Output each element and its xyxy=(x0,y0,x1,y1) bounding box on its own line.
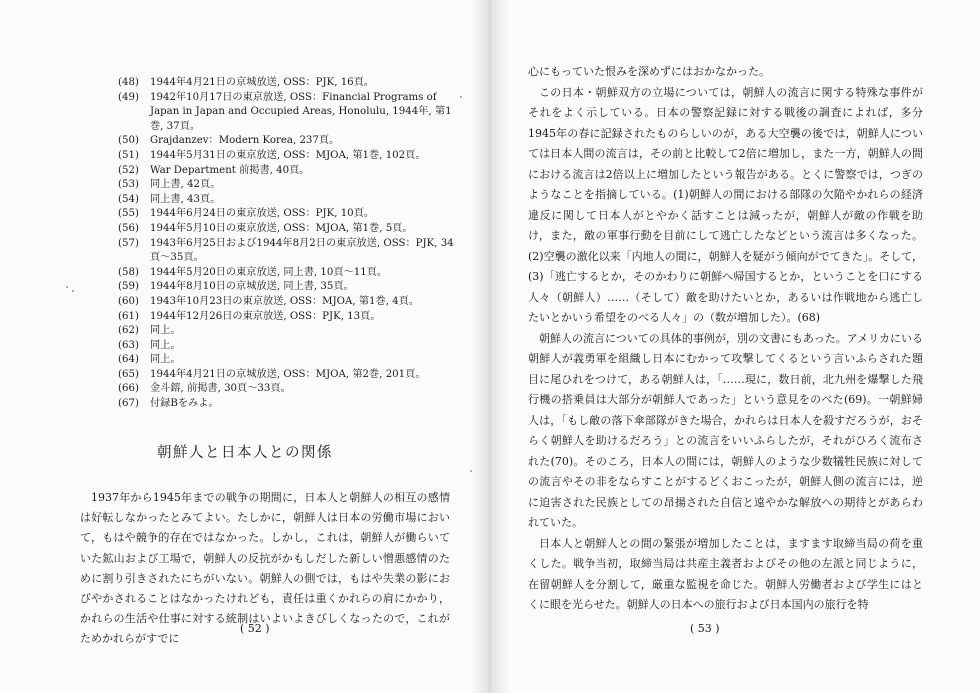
endnote-item xyxy=(118,368,458,383)
endnote-item xyxy=(118,193,458,208)
endnote-text: War Department 前掲書, 40頁。 xyxy=(150,164,310,176)
endnote-number: (58) xyxy=(118,266,139,278)
endnote-item xyxy=(118,178,458,193)
body-paragraph: 日本人と朝鮮人との間の緊張が増加したことは，ますます取締当局の荷を重くした。戦争当初，取締当局は共産主義者およびその他の左派と同じように，在留朝鮮人を分割して，厳重な監視を命じた。朝鮮人労働者および学生にはとくに眼を光らせた。朝鮮人の日本への旅行および日本国内の旅行を特 xyxy=(528,536,923,611)
endnote-item xyxy=(118,266,458,281)
endnote-item xyxy=(118,134,458,149)
endnote-text: 同上書, 43頁。 xyxy=(150,193,221,205)
endnote-item xyxy=(118,382,458,397)
endnote-number: (67) xyxy=(118,398,139,410)
endnote-text: 1942年10月17日の東京放送, OSS：Financial Programs of Japan in Japan and Occupied Areas, Honolulu, 1944年, 第1巻, 37頁。 xyxy=(150,91,452,132)
endnote-item xyxy=(118,237,458,266)
scan-speck xyxy=(72,290,74,292)
endnote-text: 1944年6月24日の東京放送, OSS：PJK, 10頁。 xyxy=(150,208,375,220)
right-body-text xyxy=(528,62,923,616)
endnote-number: (59) xyxy=(118,281,139,293)
endnote-number: (57) xyxy=(118,237,139,249)
endnote-item xyxy=(118,91,458,135)
body-paragraph: 心にもっていた恨みを深めずにはおかなかった。 xyxy=(528,65,770,78)
endnote-number: (49) xyxy=(118,91,139,103)
endnote-number: (66) xyxy=(118,383,139,395)
endnote-number: (61) xyxy=(118,310,139,322)
endnote-number: (65) xyxy=(118,368,139,380)
endnote-number: (48) xyxy=(118,77,139,88)
endnote-number: (60) xyxy=(118,295,139,307)
endnote-number: (62) xyxy=(118,325,139,337)
endnote-text: 1944年5月20日の東京放送, 同上書, 10頁〜11頁。 xyxy=(150,266,388,278)
endnote-number: (53) xyxy=(118,179,139,191)
endnote-item xyxy=(118,295,458,310)
endnote-item xyxy=(118,339,458,354)
endnotes-list xyxy=(118,76,458,412)
endnote-text: 1944年5月10日の東京放送, OSS：MJOA, 第1巻, 5頁。 xyxy=(150,222,413,234)
endnote-number: (63) xyxy=(118,339,139,351)
endnote-item xyxy=(118,222,458,237)
scan-speck xyxy=(460,96,462,98)
endnote-text: 1944年4月21日の京城放送, OSS：PJK, 16頁。 xyxy=(150,77,375,88)
endnote-text: 1944年5月31日の東京放送, OSS：MJOA, 第1巻, 102頁。 xyxy=(150,149,426,161)
endnote-item xyxy=(118,76,458,91)
endnote-text: Grajdanzev：Modern Korea, 237頁。 xyxy=(150,135,340,147)
endnote-number: (51) xyxy=(118,149,139,161)
scan-speck xyxy=(470,470,472,472)
endnote-item xyxy=(118,353,458,368)
endnote-number: (50) xyxy=(118,135,139,147)
endnote-item xyxy=(118,324,458,339)
section-heading: 朝鮮人と日本人との関係 xyxy=(157,445,333,461)
endnote-text: 1944年8月10日の京城放送, 同上書, 35頁。 xyxy=(150,281,354,293)
endnote-number: (52) xyxy=(118,164,139,176)
endnote-text: 金斗鎔, 前掲書, 30頁〜33頁。 xyxy=(150,383,291,395)
page-number-left: ( 52 ) xyxy=(240,622,270,635)
right-page xyxy=(490,0,980,693)
endnote-text: 同上。 xyxy=(150,325,181,337)
endnote-text: 1943年10月23日の東京放送, OSS：MJOA, 第1巻, 4頁。 xyxy=(150,295,420,307)
body-paragraph: この日本・朝鮮双方の立場については，朝鮮人の流言に関する特殊な事件がそれをよく示している。日本の警察記録に対する戦後の調査によれば，多分1945年の春に記録されたものらしいのが，ある大空襲の後では，朝鮮人については日本人間の流言は，その前と比較して2倍に増加し，また一方，朝鮮人の間における流言は2倍以上に増加したという報告がある。とくに警察では，つぎのようなことを指摘している。(1)朝鮮人の間における部隊の欠陥やかれらの経済違反に関して日本人がとやかく話すことは減ったが，朝鮮人が敵の作戦を助け，また，敵の軍事行動を目前にして逃亡したなどという流言は多くなった。(2)空襲の激化以来「内地人の間に，朝鮮人を疑がう傾向がでてきた」。そして，(3)「逃亡するとか，そのかわりに朝鮮へ帰国するとか，ということを口にする人々（朝鮮人）……（そして）敵を助けたいとか，あるいは作戦地から逃亡したいとかいう希望をのべる人々」の（数が増加した）。(68) xyxy=(528,85,923,324)
endnote-number: (55) xyxy=(118,208,139,220)
endnote-text: 1943年6月25日および1944年8月2日の東京放送, OSS：PJK, 34頁〜35頁。 xyxy=(150,237,454,264)
endnote-item xyxy=(118,397,458,412)
endnote-item xyxy=(118,149,458,164)
endnote-text: 1944年4月21日の京城放送, OSS：MJOA, 第2巻, 201頁。 xyxy=(150,368,426,380)
endnote-item xyxy=(118,207,458,222)
scan-speck xyxy=(66,286,68,288)
endnote-text: 同上。 xyxy=(150,354,181,366)
endnote-text: 付録Bをみよ。 xyxy=(150,398,219,410)
endnote-number: (56) xyxy=(118,222,139,234)
endnote-text: 1944年12月26日の東京放送, OSS：PJK, 13頁。 xyxy=(150,310,381,322)
endnote-item xyxy=(118,310,458,325)
body-paragraph: 1937年から1945年までの戦争の期間に，日本人と朝鮮人の相互の感情は好転しなかったとみてよい。たしかに，朝鮮人は日本の労働市場において，もはや競争的存在ではなかった。しかし，これは，朝鮮人が働らいていた鉱山および工場で，朝鮮人の反抗がかもしだした新しい憎悪感情のために割り引きされたにちがいない。朝鮮人の側では，もはや失業の影におびやかされることはなかったけれども，責任は重くかれらの肩にかかり，かれらの生活や仕事に対する統制はいよいよきびしくなったので，これがためかれらがすでに xyxy=(80,491,450,646)
page-number-right: ( 53 ) xyxy=(690,622,720,635)
body-paragraph: 朝鮮人の流言についての具体的事例が，別の文書にもあった。アメリカにいる朝鮮人が義勇軍を組織し日本にむかって攻撃してくるという言いふらされた題目に尾ひれをつけて，ある朝鮮人は，「……現に，数日前，北九州を爆撃した飛行機の搭乗員は大部分が朝鮮人であった」という意見をのべた(69)。一朝鮮婦人は，「もし敵の落下傘部隊がきた場合，かれらは日本人を殺すだろうが，おそらく朝鮮人を助けるだろう」との流言をいいふらしたが，それがひろく流布された(70)。そのころ，日本人の間には，朝鮮人のような少数犠牲民族に対しての流言やその非をならすことがするどくおこったが，朝鮮人側の流言には，逆に迫害された民族としての昂揚された自信と遠やかな解放への期待とがあらわれていた。 xyxy=(528,331,923,529)
endnote-text: 同上。 xyxy=(150,339,181,351)
endnote-number: (54) xyxy=(118,193,139,205)
endnote-number: (64) xyxy=(118,354,139,366)
endnote-item xyxy=(118,280,458,295)
endnote-item xyxy=(118,164,458,179)
endnote-text: 同上書, 42頁。 xyxy=(150,179,221,191)
